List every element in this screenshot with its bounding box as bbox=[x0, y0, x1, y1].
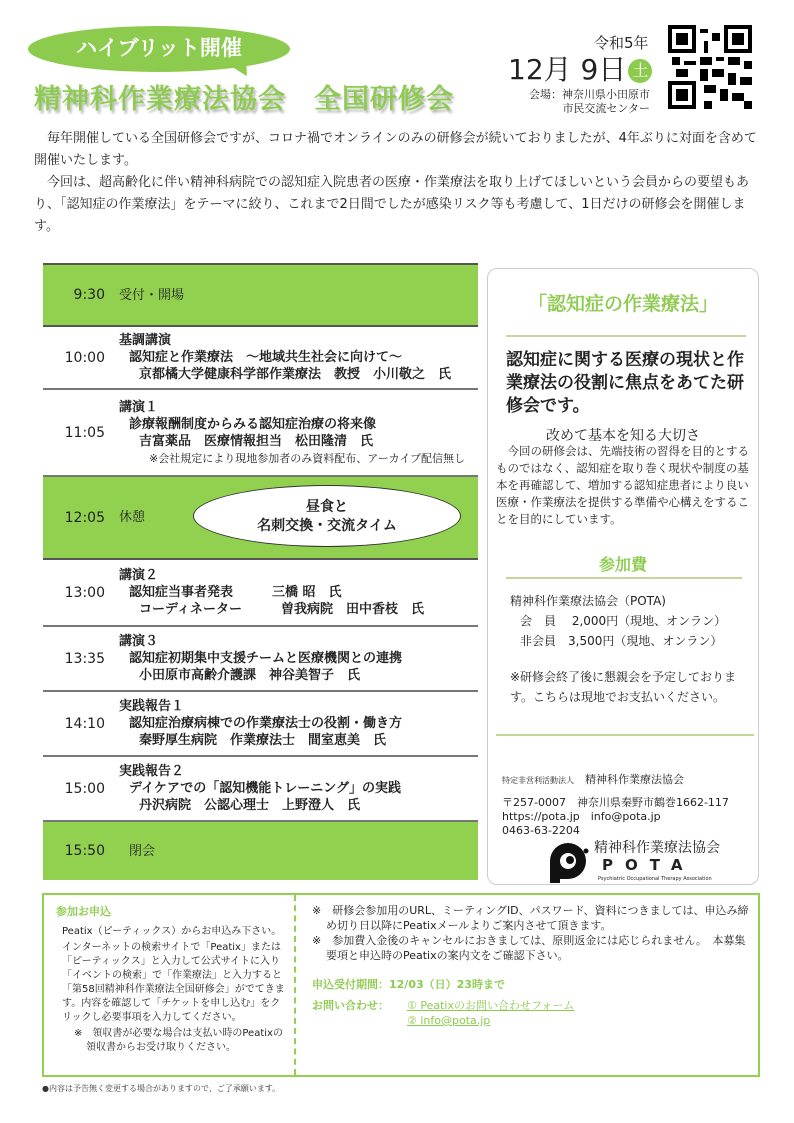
session-title: 認知症初期集中支援チームと医療機関との連携 bbox=[129, 651, 403, 666]
session-speaker: 小田原市高齢介護課 神谷美智子 氏 bbox=[139, 668, 361, 683]
application-notes bbox=[312, 903, 752, 1028]
application-instructions bbox=[56, 905, 288, 1055]
logo-english: Psychiatric Occupational Therapy Association bbox=[598, 876, 712, 882]
session-heading: 実践報告２ bbox=[119, 764, 185, 779]
schedule-row bbox=[43, 477, 478, 560]
session-title: 認知症治療病棟での作業療法士の役割・働き方 bbox=[129, 716, 403, 731]
divider bbox=[506, 335, 746, 337]
time: 15:00 bbox=[64, 780, 105, 797]
session-speaker: 京都橘大学健康科学部作業療法 教授 小川敬之 氏 bbox=[139, 367, 452, 382]
theme-title: 「認知症の作業療法」 bbox=[527, 293, 718, 315]
contact-label: お問い合わせ： bbox=[312, 999, 389, 1012]
schedule-row bbox=[43, 627, 478, 692]
org-line bbox=[502, 773, 729, 788]
apply-deadline: 申込受付期間：12/03（日）23時まで bbox=[312, 978, 505, 991]
schedule-row bbox=[43, 560, 478, 627]
panel-lead: 認知症に関する医療の現状と作業療法の役割に焦点をあてた研修会です。 bbox=[506, 350, 744, 416]
org-web[interactable]: https://pota.jp info@pota.jp bbox=[502, 810, 661, 823]
schedule-row bbox=[43, 263, 478, 327]
session bbox=[119, 763, 401, 814]
session bbox=[119, 567, 424, 618]
schedule-row bbox=[43, 390, 478, 477]
apply-note: ※ 参加費入金後のキャンセルにおきましては、原則返金には応じられません。 本募集要項と申込時のPeatixの案内文をご確認下さい。 bbox=[312, 934, 746, 962]
contact-peatix-link[interactable]: ① Peatixのお問い合わせフォーム bbox=[407, 999, 575, 1012]
application-box bbox=[42, 893, 760, 1077]
schedule-row bbox=[43, 822, 478, 880]
panel-subtitle: 改めて基本を知る大切さ bbox=[546, 428, 700, 444]
panel-description: 今回の研修会は、先端技術の習得を目的とするものではなく、認知症を取り巻く現状や制度の基本を再確認して、増加する認知症患者により良い医療・作業療法を提供する準備や心構えをすることを目的にしています。 bbox=[496, 444, 749, 526]
session-title: 認知症と作業療法 ～地域共生社会に向けて～ bbox=[129, 350, 403, 365]
contact-email-link[interactable]: ② info@pota.jp bbox=[407, 1014, 491, 1027]
venue-line: 市民交流センター bbox=[562, 102, 650, 115]
session-speaker: 秦野厚生病院 作業療法士 間室恵美 氏 bbox=[139, 733, 387, 748]
session bbox=[119, 399, 465, 467]
callout-line: 昼食と bbox=[306, 499, 348, 515]
event-date bbox=[508, 55, 652, 85]
schedule-row bbox=[43, 327, 478, 390]
divider bbox=[506, 577, 742, 579]
date-text: 12月 9日 bbox=[508, 53, 627, 86]
footer-note: ●内容は予告無く変更する場合がありますので、ご了承願います。 bbox=[42, 1084, 281, 1093]
venue-line: 会場：神奈川県小田原市 bbox=[529, 88, 650, 101]
schedule-row bbox=[43, 757, 478, 822]
org-address: 〒257-0007 神奈川県秦野市鶴巻1662-117 bbox=[502, 796, 729, 809]
apply-receipt-note: ※ 領収書が必要な場合は支払い時のPeatixの領収書からお受け取りください。 bbox=[74, 1028, 283, 1053]
time: 12:05 bbox=[64, 509, 105, 526]
session-heading: 講演２ bbox=[119, 568, 159, 583]
apply-text: インターネットの検索サイトで「Peatix」または「ピーティックス」と入力して公式サイトに入り「イベントの検索」で「作業療法」と入力すると「第58回精神科作業療法全国研修会」がでてきます。内容を確認して「チケットを申し込む」をクリックし必要事項を入力してください。 bbox=[62, 942, 285, 1023]
org-type: 特定非営利活動法人 bbox=[502, 776, 574, 785]
intro-paragraph: 毎年開催している全国研修会ですが、コロナ禍でオンラインのみの研修会が続いておりましたが、4年ぶりに対面を含めて開催いたします。 bbox=[34, 131, 757, 168]
pota-logo bbox=[546, 840, 736, 883]
fee-member: 会 員 2,000円（現地、オンラン） bbox=[520, 614, 727, 628]
dashed-divider bbox=[294, 895, 296, 1075]
divider bbox=[496, 734, 754, 736]
fee-note: ※研修会終了後に懇親会を予定しております。こちらは現地でお支払いください。 bbox=[510, 670, 737, 704]
pota-logo-icon bbox=[546, 841, 590, 885]
callout-line: 名刺交換・交流タイム bbox=[257, 518, 397, 534]
time: 11:05 bbox=[64, 424, 105, 441]
fee-nonmember: 非会員 3,500円（現地、オンラン） bbox=[520, 634, 723, 648]
time: 13:00 bbox=[64, 584, 105, 601]
fee-heading: 参加費 bbox=[598, 555, 647, 574]
session-heading: 講演３ bbox=[119, 634, 159, 649]
fee-list bbox=[510, 591, 726, 651]
session-title: 診療報酬制度からみる認知症治療の将来像 bbox=[129, 416, 377, 432]
lunch-callout bbox=[193, 485, 461, 547]
time: 15:50 bbox=[64, 843, 105, 859]
intro-text bbox=[34, 128, 764, 238]
schedule-row bbox=[43, 692, 478, 757]
info-panel bbox=[487, 268, 759, 885]
session bbox=[119, 633, 402, 684]
fee-org: 精神科作業療法協会（POTA) bbox=[510, 594, 666, 608]
session-heading: 基調講演 bbox=[119, 333, 172, 348]
time: 9:30 bbox=[73, 287, 105, 303]
session-label: 閉会 bbox=[129, 843, 156, 859]
qr-code-icon[interactable] bbox=[668, 25, 752, 109]
time: 13:35 bbox=[64, 650, 105, 667]
venue bbox=[520, 88, 650, 116]
session bbox=[119, 332, 451, 383]
apply-text: Peatix（ピーティックス）からお申込み下さい。 bbox=[62, 926, 282, 937]
org-name: 精神科作業療法協会 bbox=[585, 773, 684, 786]
apply-heading: 参加お申込 bbox=[56, 905, 111, 918]
session-title: デイケアでの「認知機能トレーニング」の実践 bbox=[129, 781, 401, 796]
session-note: ※会社規定により現地参加者のみ資料配布、アーカイブ配信無し bbox=[149, 451, 466, 465]
time: 10:00 bbox=[64, 349, 105, 366]
session-label: 休憩 bbox=[119, 510, 146, 525]
logo-abbr: POTA bbox=[602, 856, 695, 874]
session-speaker: 丹沢病院 公認心理士 上野澄人 氏 bbox=[139, 798, 361, 813]
org-phone: 0463-63-2204 bbox=[502, 824, 580, 837]
organization-info bbox=[502, 773, 729, 838]
page-title: 精神科作業療法協会 全国研修会 bbox=[34, 84, 454, 115]
logo-name: 精神科作業療法協会 bbox=[594, 840, 720, 856]
session-heading: 講演１ bbox=[119, 399, 159, 415]
time: 14:10 bbox=[64, 715, 105, 732]
era-year: 令和5年 bbox=[594, 34, 649, 52]
session-speaker: コーディネーター 曽我病院 田中香枝 氏 bbox=[139, 602, 424, 617]
weekday-badge: 土 bbox=[628, 59, 652, 83]
hybrid-badge: ハイブリット開催 bbox=[28, 26, 290, 72]
session-label: 受付・開場 bbox=[119, 287, 185, 303]
session bbox=[119, 698, 402, 749]
contact bbox=[312, 998, 752, 1028]
schedule-table bbox=[43, 263, 478, 880]
apply-note: ※ 研修会参加用のURL、ミーティングID、パスワード、資料につきましては、申込み締め切り日以降にPeatixメールよりご案内させて頂きます。 bbox=[312, 904, 749, 932]
session-speaker: 吉富薬品 医療情報担当 松田隆清 氏 bbox=[139, 433, 374, 449]
session-heading: 実践報告１ bbox=[119, 699, 185, 714]
intro-paragraph: 今回は、超高齢化に伴い精神科病院での認知症入院患者の医療・作業療法を取り上げてほしいという会員からの要望もあり、「認知症の作業療法」をテーマに絞り、これまで2日間でしたが感染リスク等も考慮して、1日だけの研修会を開催します。 bbox=[34, 175, 750, 234]
session-title: 認知症当事者発表 三橋 昭 氏 bbox=[129, 585, 342, 600]
